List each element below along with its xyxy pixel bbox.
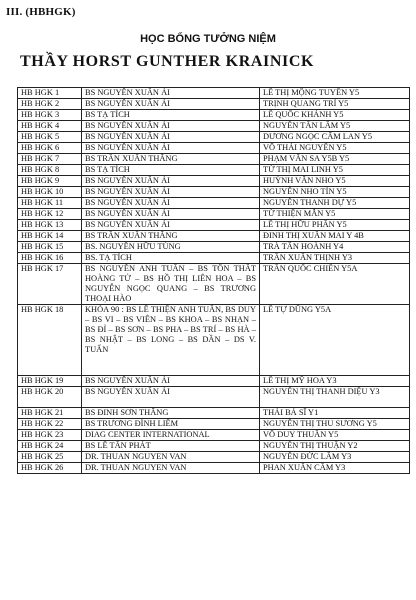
sponsor-cell: BS TRẦN XUÂN THẮNG: [82, 231, 260, 242]
table-row: [18, 231, 410, 242]
recipient-cell: VÕ DUY THUẦN Y5: [260, 430, 410, 441]
sponsor-cell: BS NGUYỄN XUÂN ÁI: [82, 376, 260, 387]
sponsor-cell: BS LÊ TẤN PHÁT: [82, 441, 260, 452]
recipient-cell: PHAN XUÂN CẦM Y3: [260, 463, 410, 474]
sponsor-cell: BS TẠ TÍCH: [82, 165, 260, 176]
recipient-cell: NGUYỄN THANH DỰ Y5: [260, 198, 410, 209]
recipient-cell: TỪ THIỆN MẪN Y5: [260, 209, 410, 220]
table-row: [18, 463, 410, 474]
recipient-cell: DƯƠNG NGỌC CẨM LAN Y5: [260, 132, 410, 143]
page-title: THẦY HORST GUNTHER KRAINICK: [20, 53, 315, 70]
scholarship-code-cell: HB HGK 6: [18, 143, 82, 154]
table-row: [18, 253, 410, 264]
table-row: [18, 220, 410, 231]
sponsor-cell: BS ĐINH SƠN THẮNG: [82, 408, 260, 419]
scholarship-code-cell: HB HGK 17: [18, 264, 82, 305]
table-row: [18, 376, 410, 387]
table-row: [18, 198, 410, 209]
scholarship-code-cell: HB HGK 19: [18, 376, 82, 387]
subtitle: HỌC BỔNG TƯỞNG NIỆM: [140, 33, 276, 45]
table-row: [18, 187, 410, 198]
table-row: [18, 209, 410, 220]
sponsor-cell: BS NGUYỄN XUÂN ÁI: [82, 209, 260, 220]
scholarship-code-cell: HB HGK 24: [18, 441, 82, 452]
scholarship-code-cell: HB HGK 18: [18, 305, 82, 376]
table-row: [18, 143, 410, 154]
table-row: [18, 132, 410, 143]
recipient-cell: LÊ THỊ MỘNG TUYỀN Y5: [260, 88, 410, 99]
table-row: [18, 242, 410, 253]
recipient-cell: VÕ THÁI NGUYÊN Y5: [260, 143, 410, 154]
table-row: [18, 154, 410, 165]
recipient-cell: NGUYỄN THỊ THUẬN Y2: [260, 441, 410, 452]
sponsor-cell: BS NGUYỄN XUÂN ÁI: [82, 176, 260, 187]
sponsor-cell: BS NGUYỄN ANH TUẤN – BS TÔN THẤT HOÀNG TỬ – BS HỒ THỊ LIÊN HOA – BS NGUYỄN NGỌC QUANG – BS TRƯƠNG THOẠI HÀO: [82, 264, 260, 305]
sponsor-cell: BS. TẠ TÍCH: [82, 253, 260, 264]
sponsor-cell: BS NGUYỄN XUÂN ÁI: [82, 143, 260, 154]
sponsor-cell: BS NGUYỄN XUÂN ÁI: [82, 132, 260, 143]
scholarship-code-cell: HB HGK 15: [18, 242, 82, 253]
scholarship-code-cell: HB HGK 8: [18, 165, 82, 176]
recipient-cell: TỪ THỊ MAI LINH Y5: [260, 165, 410, 176]
recipient-cell: TRẦN QUỐC CHIẾN Y5A: [260, 264, 410, 305]
sponsor-cell: BS NGUYỄN XUÂN ÁI: [82, 220, 260, 231]
scholarship-code-cell: HB HGK 1: [18, 88, 82, 99]
scholarship-code-cell: HB HGK 16: [18, 253, 82, 264]
recipient-cell: NGUYỄN TẤN LÂM Y5: [260, 121, 410, 132]
sponsor-cell: BS. NGUYỄN HỮU TÙNG: [82, 242, 260, 253]
scholarship-code-cell: HB HGK 23: [18, 430, 82, 441]
sponsor-cell: BS NGUYỄN XUÂN ÁI: [82, 187, 260, 198]
recipient-cell: NGUYỄN THỊ THU SƯƠNG Y5: [260, 419, 410, 430]
scholarship-code-cell: HB HGK 5: [18, 132, 82, 143]
sponsor-cell: DR. THUAN NGUYEN VAN: [82, 463, 260, 474]
section-label: III. (HBHGK): [6, 6, 76, 18]
recipient-cell: TRỊNH QUANG TRÍ Y5: [260, 99, 410, 110]
scholarship-code-cell: HB HGK 14: [18, 231, 82, 242]
sponsor-cell: DIAG CENTER INTERNATIONAL: [82, 430, 260, 441]
table-row: [18, 264, 410, 305]
recipient-cell: ĐINH THỊ XUÂN MAI Y 4B: [260, 231, 410, 242]
table-row: [18, 419, 410, 430]
sponsor-cell: BS NGUYỄN XUÂN ÁI: [82, 99, 260, 110]
scholarship-table: [17, 87, 410, 474]
scholarship-code-cell: HB HGK 4: [18, 121, 82, 132]
scholarship-code-cell: HB HGK 22: [18, 419, 82, 430]
sponsor-cell: BS TRƯƠNG ĐÌNH LIÊM: [82, 419, 260, 430]
recipient-cell: LÊ THỊ MỸ HOA Y3: [260, 376, 410, 387]
scholarship-code-cell: HB HGK 10: [18, 187, 82, 198]
table-row: [18, 408, 410, 419]
scholarship-code-cell: HB HGK 20: [18, 387, 82, 408]
table-row: [18, 176, 410, 187]
sponsor-cell: BS NGUYỄN XUÂN ÁI: [82, 387, 260, 408]
recipient-cell: LÊ QUỐC KHÁNH Y5: [260, 110, 410, 121]
scholarship-code-cell: HB HGK 21: [18, 408, 82, 419]
table-row: [18, 387, 410, 408]
table-row: [18, 165, 410, 176]
recipient-cell: TRÀ TẤN HOÀNH Y4: [260, 242, 410, 253]
table-row: [18, 441, 410, 452]
table-row: [18, 121, 410, 132]
recipient-cell: NGUYỄN NHO TÍN Y5: [260, 187, 410, 198]
scholarship-code-cell: HB HGK 26: [18, 463, 82, 474]
recipient-cell: LÊ TỰ DŨNG Y5A: [260, 305, 410, 376]
recipient-cell: PHẠM VĂN SA Y5B Y5: [260, 154, 410, 165]
table-row: [18, 430, 410, 441]
scholarship-code-cell: HB HGK 11: [18, 198, 82, 209]
scholarship-code-cell: HB HGK 3: [18, 110, 82, 121]
table-body: [18, 88, 410, 474]
sponsor-cell: BS TẠ TÍCH: [82, 110, 260, 121]
sponsor-cell: BS NGUYỄN XUÂN ÁI: [82, 198, 260, 209]
table-row: [18, 110, 410, 121]
table-row: [18, 88, 410, 99]
recipient-cell: THÁI BÁ SĨ Y1: [260, 408, 410, 419]
recipient-cell: TRẦN XUÂN THỊNH Y3: [260, 253, 410, 264]
scholarship-code-cell: HB HGK 2: [18, 99, 82, 110]
table-row: [18, 305, 410, 376]
sponsor-cell: BS NGUYỄN XUÂN ÁI: [82, 88, 260, 99]
recipient-cell: LÊ THỊ HỮU PHẤN Y5: [260, 220, 410, 231]
scholarship-code-cell: HB HGK 13: [18, 220, 82, 231]
sponsor-cell: KHÓA 90 : BS LÊ THIỆN ANH TUẤN, BS DUY – BS VI – BS VIÊN – BS KHOA – BS NHẠN – BS ĐỈ – BS SƠN – BS PHA – BS TRÍ – BS HÀ – BS NHẬT – BS LONG – BS DẦN – DS V. TUẤN: [82, 305, 260, 376]
scholarship-code-cell: HB HGK 9: [18, 176, 82, 187]
sponsor-cell: BS NGUYỄN XUÂN ÁI: [82, 121, 260, 132]
recipient-cell: HUỲNH VĂN NHO Y5: [260, 176, 410, 187]
table-row: [18, 452, 410, 463]
scholarship-code-cell: HB HGK 12: [18, 209, 82, 220]
sponsor-cell: DR. THUAN NGUYEN VAN: [82, 452, 260, 463]
scholarship-code-cell: HB HGK 25: [18, 452, 82, 463]
recipient-cell: NGUYỄN THỊ THANH DIỆU Y3: [260, 387, 410, 408]
table-row: [18, 99, 410, 110]
scholarship-code-cell: HB HGK 7: [18, 154, 82, 165]
sponsor-cell: BS TRẦN XUÂN THẮNG: [82, 154, 260, 165]
recipient-cell: NGUYỄN ĐỨC LÂM Y3: [260, 452, 410, 463]
